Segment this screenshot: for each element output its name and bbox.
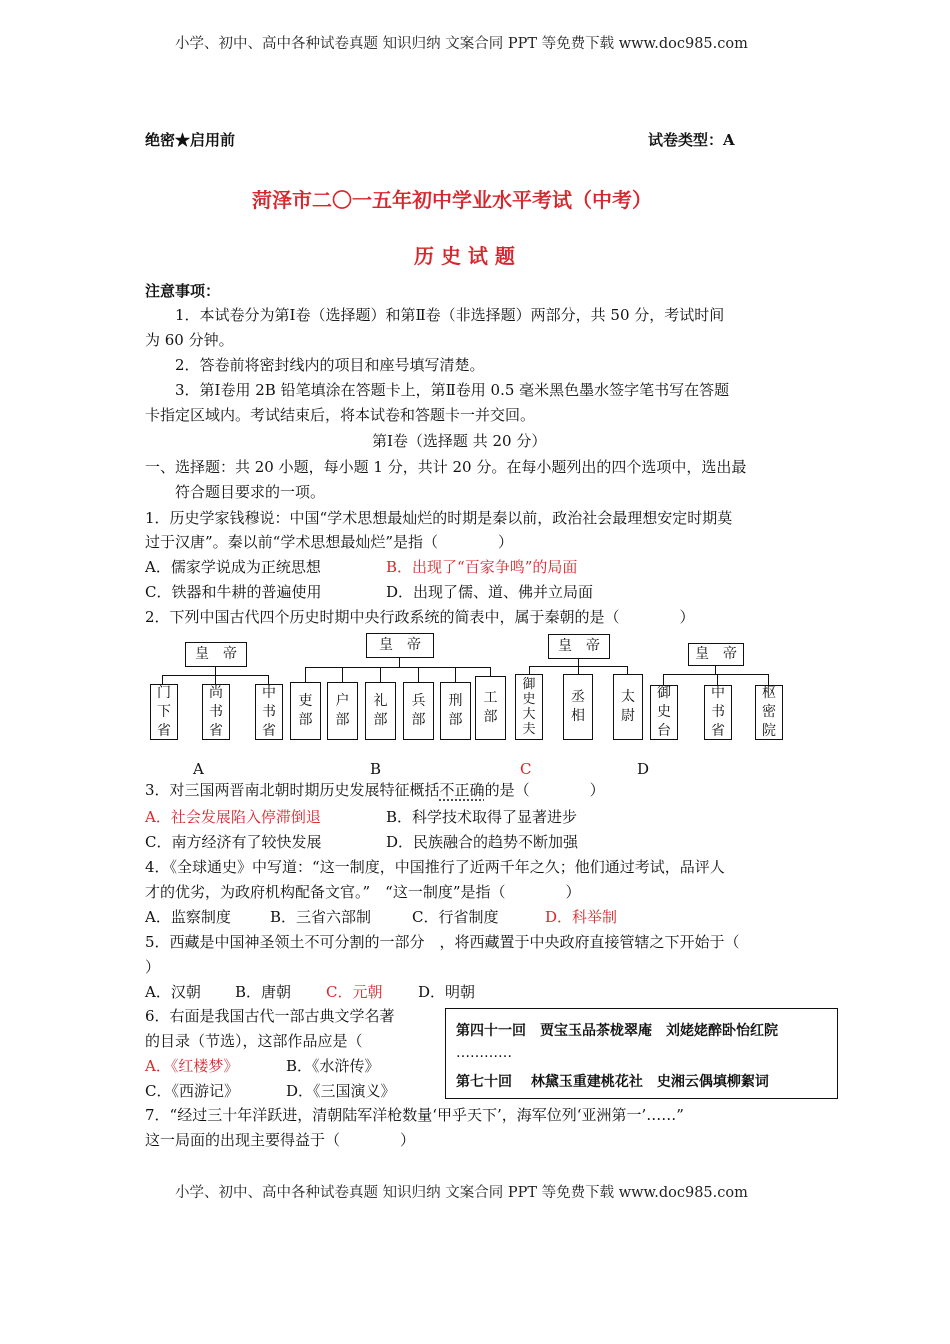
q1-text-a: 1．历史学家钱穆说：中国“学术思想最灿烂的时期是秦以前，政治社会最理想安定时期莫 <box>145 509 733 527</box>
b-hu-box: 户 部 <box>327 682 358 740</box>
page-footer: 小学、初中、高中各种试卷真题 知识归纳 文案合同 PPT 等免费下载 www.doc985.com <box>175 1185 748 1201</box>
q3-option-d: D．民族融合的趋势不断加强 <box>386 833 579 851</box>
book-contents-box <box>445 1008 838 1099</box>
q6-text-a: 6．右面是我国古代一部古典文学名著 <box>145 1007 395 1025</box>
contents-ellipsis: ………… <box>456 1045 512 1061</box>
q5-option-c: C．元朝 <box>326 983 383 1001</box>
emperor-box-c: 皇 帝 <box>548 634 610 659</box>
b-li2-box: 礼 部 <box>365 682 396 740</box>
q1-option-d: D．出现了儒、道、佛并立局面 <box>386 583 594 601</box>
paper-type: 试卷类型：A <box>648 131 735 149</box>
q5-option-b: B．唐朝 <box>235 983 292 1001</box>
q1-option-b: B．出现了“百家争鸣”的局面 <box>386 558 578 576</box>
contents-line-70: 第七十回 林黛玉重建桃花社 史湘云偶填柳絮词 <box>456 1074 769 1090</box>
q5-option-d: D．明朝 <box>418 983 476 1001</box>
q6-option-c: C．《西游记》 <box>145 1082 239 1100</box>
q6-option-a: A．《红楼梦》 <box>145 1057 239 1075</box>
notice-1a: 1．本试卷分为第Ⅰ卷（选择题）和第Ⅱ卷（非选择题）两部分，共 50 分，考试时间 <box>175 306 725 324</box>
a-menxia-box: 门 下 省 <box>150 684 178 740</box>
q6-text-b: 的目录（节选），这部作品应是（ <box>145 1032 363 1050</box>
b-li-box: 吏 部 <box>290 682 321 740</box>
notice-3b: 卡指定区域内。考试结束后，将本试卷和答题卡一并交回。 <box>145 406 536 424</box>
emperor-box-b: 皇 帝 <box>366 633 434 658</box>
q4-text-a: 4．《全球通史》中写道：“这一制度，中国推行了近两千年之久；他们通过考试，品评人 <box>145 858 725 876</box>
section1-a: 一、选择题：共 20 小题，每小题 1 分，共计 20 分。在每小题列出的四个选项中，选出最 <box>145 458 747 476</box>
q7-text-a: 7．“经过三十年洋跃进，清朝陆军洋枪数量‘甲乎天下’，海军位列‘亚洲第一’……” <box>145 1106 684 1124</box>
q5-text-a: 5．西藏是中国神圣领土不可分割的一部分 ，将西藏置于中央政府直接管辖之下开始于（ <box>145 933 740 951</box>
c-chengxiang-box: 丞 相 <box>563 674 593 740</box>
c-yushidafu-box: 御 史 大 夫 <box>515 674 543 740</box>
q2-label-b: B <box>370 760 382 778</box>
emperor-box-a: 皇 帝 <box>185 642 247 667</box>
part1-heading: 第Ⅰ卷（选择题 共 20 分） <box>372 432 547 450</box>
exam-title: 菏泽市二〇一五年初中学业水平考试（中考） <box>252 188 652 212</box>
q3-text-post: 的是（ ） <box>484 781 605 799</box>
q6-option-d: D．《三国演义》 <box>286 1082 396 1100</box>
q3-option-a: A．社会发展陷入停滞倒退 <box>145 808 321 826</box>
page-header: 小学、初中、高中各种试卷真题 知识归纳 文案合同 PPT 等免费下载 www.doc985.com <box>175 36 748 52</box>
notice-2: 2．答卷前将密封线内的项目和座号填写清楚。 <box>175 356 485 374</box>
q4-text-b: 才的优劣，为政府机构配备文官。” “这一制度”是指（ ） <box>145 883 581 901</box>
q7-text-b: 这一局面的出现主要得益于（ ） <box>145 1131 416 1149</box>
section1-b: 符合题目要求的一项。 <box>175 483 326 501</box>
d-zhongshu-box: 中 书 省 <box>704 685 732 740</box>
d-shumiyuan-box: 枢 密 院 <box>755 685 783 740</box>
c-taiwei-box: 太 尉 <box>613 674 643 740</box>
b-xing-box: 刑 部 <box>440 682 471 740</box>
contents-line-41: 第四十一回 贾宝玉品茶栊翠庵 刘姥姥醉卧怡红院 <box>456 1023 778 1039</box>
q2-label-a: A <box>193 760 204 778</box>
a-zhongshu-box: 中 书 省 <box>255 684 283 740</box>
q1-text-b: 过于汉唐”。秦以前“学术思想最灿烂”是指（ ） <box>145 533 514 551</box>
notice-1b: 为 60 分钟。 <box>145 331 234 349</box>
a-shangshu-box: 尚 书 省 <box>202 684 230 740</box>
notice-3a: 3．第Ⅰ卷用 2B 铅笔填涂在答题卡上，第Ⅱ卷用 0.5 毫米黑色墨水签字笔书写在答题 <box>175 381 730 399</box>
b-gong-box: 工 部 <box>475 676 506 740</box>
secret-label: 绝密★启用前 <box>145 131 236 149</box>
q3-emphasis: 不正确 <box>439 781 485 799</box>
exam-subtitle: 历 史 试 题 <box>414 244 515 268</box>
b-bing-box: 兵 部 <box>403 682 434 740</box>
q3-option-b: B．科学技术取得了显著进步 <box>386 808 578 826</box>
q1-option-c: C．铁器和牛耕的普遍使用 <box>145 583 322 601</box>
q4-option-d: D．科举制 <box>545 908 618 926</box>
emperor-box-d: 皇 帝 <box>688 643 744 666</box>
q2-text: 2．下列中国古代四个历史时期中央行政系统的简表中，属于秦朝的是（ ） <box>145 608 695 626</box>
q4-option-a: A．监察制度 <box>145 908 231 926</box>
q2-label-d: D <box>637 760 650 778</box>
q4-option-c: C．行省制度 <box>412 908 499 926</box>
notice-heading: 注意事项： <box>145 282 221 300</box>
q3-option-c: C．南方经济有了较快发展 <box>145 833 322 851</box>
q3-text <box>145 781 605 800</box>
q5-text-b: ） <box>145 958 161 976</box>
q6-option-b: B．《水浒传》 <box>286 1057 380 1075</box>
q4-option-b: B．三省六部制 <box>270 908 372 926</box>
q2-label-c: C <box>520 760 532 778</box>
d-yushitai-box: 御 史 台 <box>650 685 678 740</box>
q3-text-pre: 3．对三国两晋南北朝时期历史发展特征概括 <box>145 781 440 799</box>
q1-option-a: A．儒家学说成为正统思想 <box>145 558 321 576</box>
q5-option-a: A．汉朝 <box>145 983 201 1001</box>
